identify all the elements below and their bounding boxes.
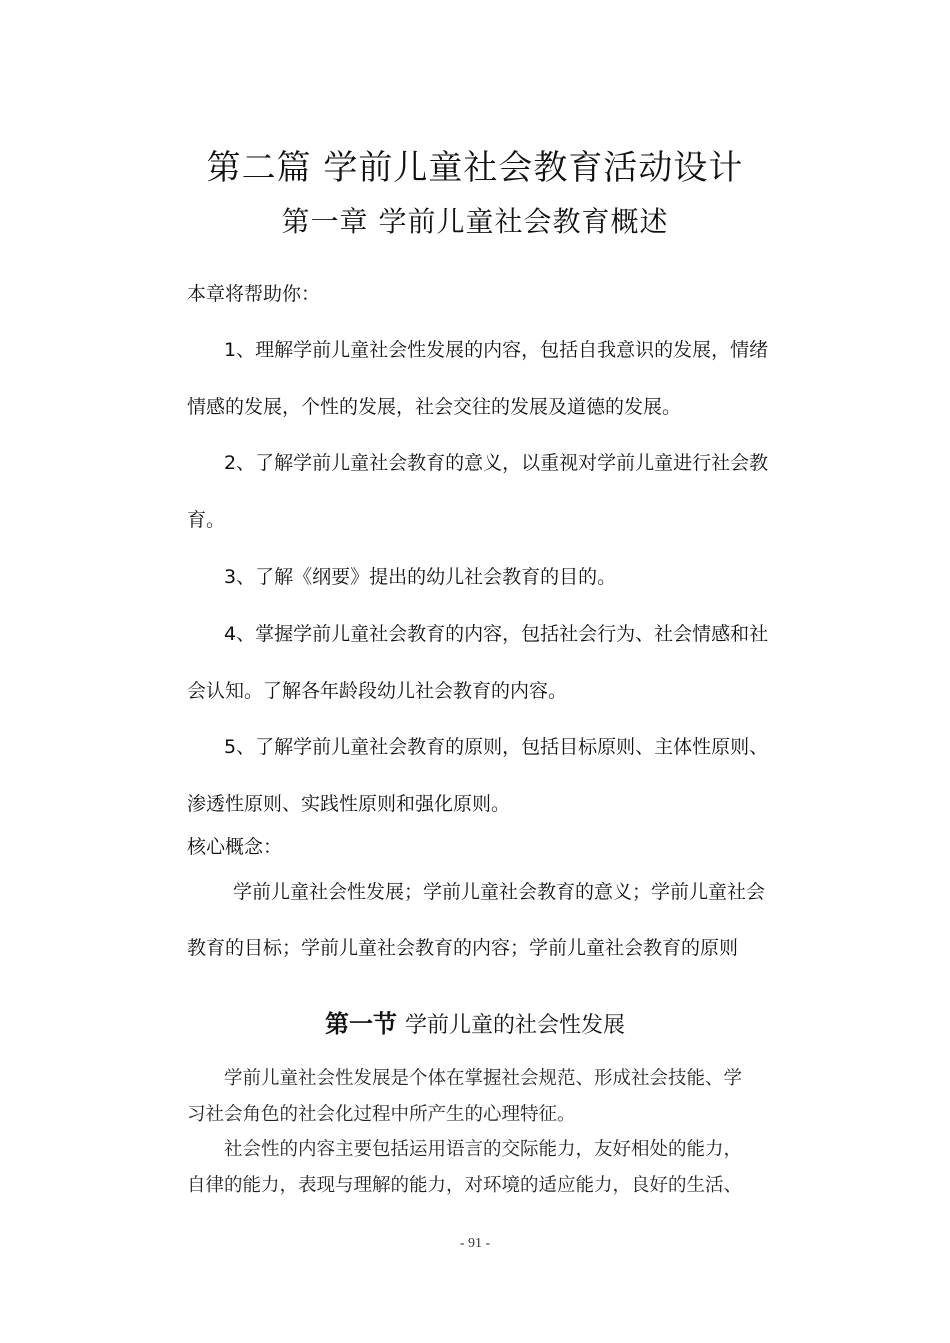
objective-1-line-1: 1、理解学前儿童社会性发展的内容，包括自我意识的发展，情绪 [224, 339, 769, 361]
paragraph-1-line-1: 学前儿童社会性发展是个体在掌握社会规范、形成社会技能、学 [224, 1068, 743, 1089]
part-title: 第二篇 学前儿童社会教育活动设计 [206, 148, 744, 188]
chapter-title: 第一章 学前儿童社会教育概述 [281, 205, 669, 238]
objective-2-line-2: 育。 [187, 509, 226, 531]
section-title: 学前儿童的社会性发展 [404, 1013, 625, 1038]
paragraph-2-line-2: 自律的能力，表现与理解的能力，对环境的适应能力，良好的生活、 [187, 1175, 743, 1196]
objective-4-line-1: 4、掌握学前儿童社会教育的内容，包括社会行为、社会情感和社 [224, 623, 769, 645]
section-number: 第一节 [324, 1010, 397, 1038]
core-concepts-line-1: 学前儿童社会性发展；学前儿童社会教育的意义；学前儿童社会 [233, 881, 766, 903]
objective-4-line-2: 会认知。了解各年龄段幼儿社会教育的内容。 [187, 680, 568, 702]
core-concepts-label: 核心概念： [187, 836, 283, 858]
objective-5-line-1: 5、了解学前儿童社会教育的原则，包括目标原则、主体性原则、 [224, 736, 769, 758]
section-heading [0, 1004, 950, 1039]
paragraph-1-line-2: 习社会角色的社会化过程中所产生的心理特征。 [187, 1104, 576, 1125]
objective-3-line-1: 3、了解《纲要》提出的幼儿社会教育的目的。 [224, 566, 617, 588]
objective-2-line-1: 2、了解学前儿童社会教育的意义，以重视对学前儿童进行社会教 [224, 452, 769, 474]
intro-label: 本章将帮助你： [187, 283, 321, 305]
core-concepts-line-2: 教育的目标；学前儿童社会教育的内容；学前儿童社会教育的原则 [187, 937, 739, 959]
objective-1-line-2: 情感的发展，个性的发展，社会交往的发展及道德的发展。 [187, 396, 682, 418]
paragraph-2-line-1: 社会性的内容主要包括运用语言的交际能力，友好相处的能力， [224, 1139, 743, 1160]
objective-5-line-2: 渗透性原则、实践性原则和强化原则。 [187, 793, 511, 815]
page-number: - 91 - [459, 1236, 491, 1251]
